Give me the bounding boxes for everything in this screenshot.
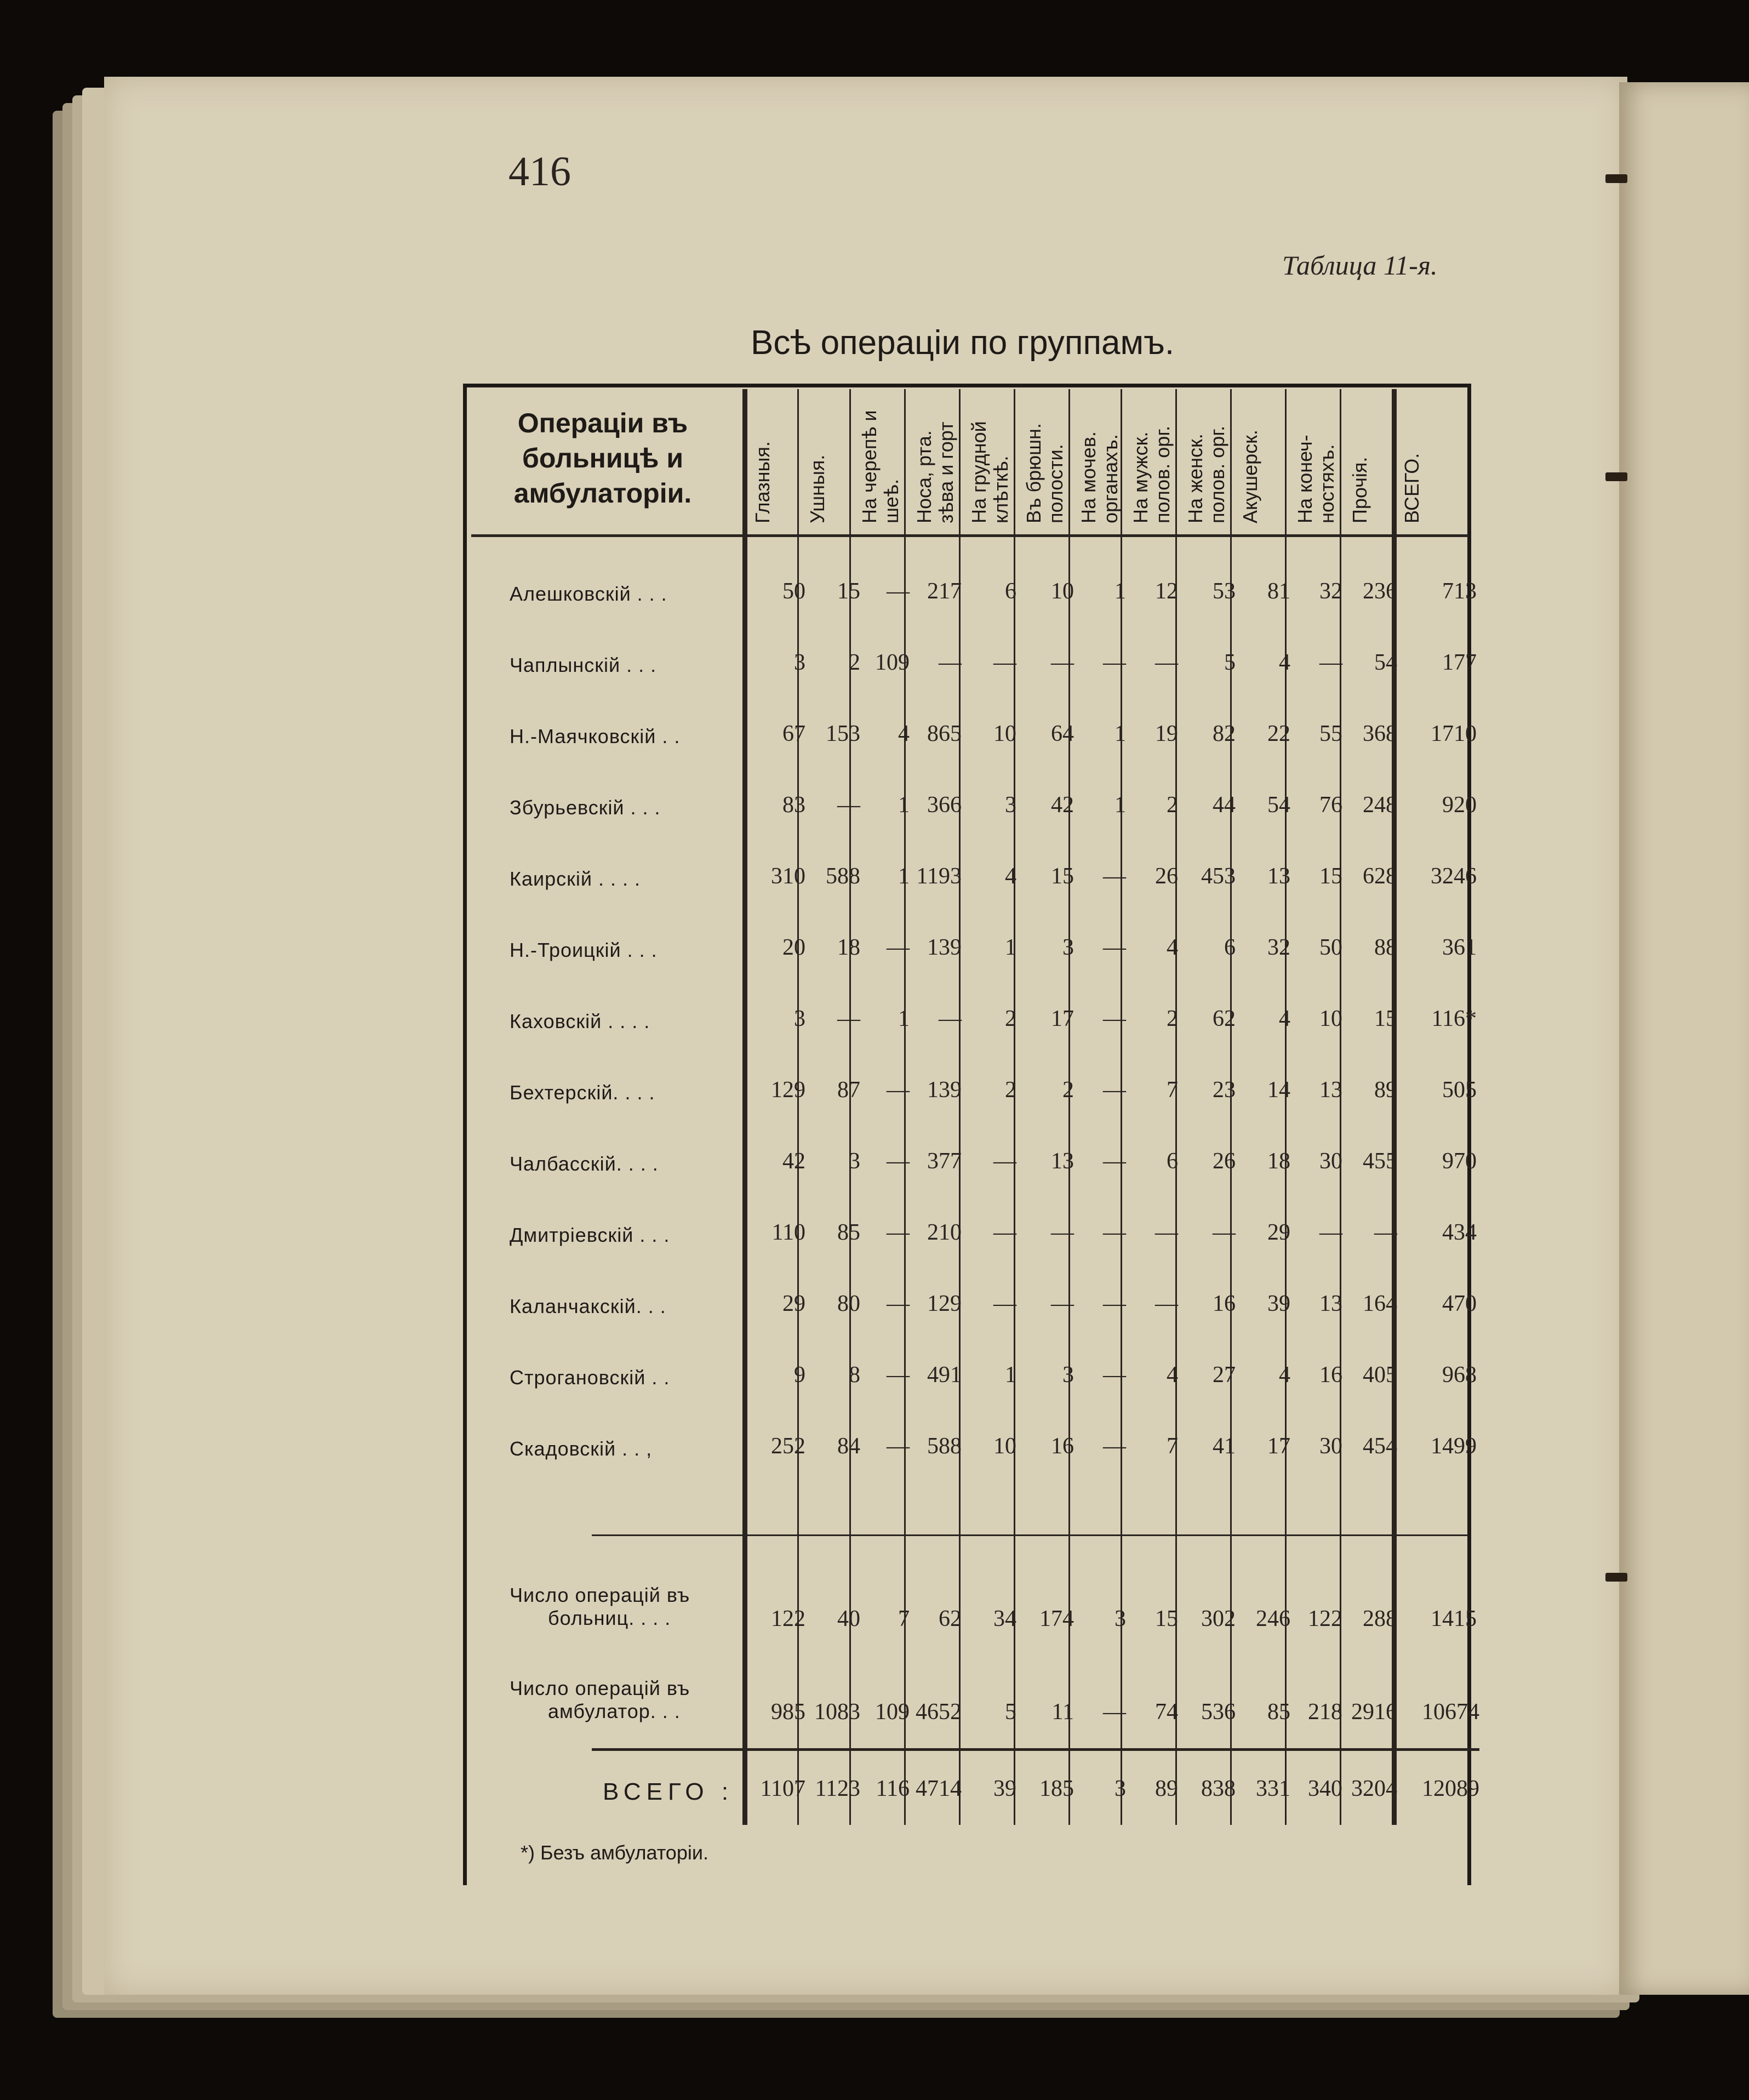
- table-cell: 174: [1039, 1606, 1074, 1631]
- table-cell: —: [1103, 650, 1126, 675]
- row-label: Чалбасскій. . . .: [510, 1152, 659, 1175]
- table-cell: —: [837, 1006, 860, 1031]
- table-cell: 17: [1051, 1006, 1074, 1031]
- table-cell: 13: [1267, 864, 1290, 889]
- table-cell: 110: [771, 1220, 805, 1245]
- table-cell: —: [887, 935, 910, 960]
- table-cell: 16: [1051, 1434, 1074, 1459]
- table-cell: 29: [782, 1291, 805, 1316]
- total-row-label: ВСЕГО :: [603, 1778, 734, 1805]
- table-cell: 2: [1005, 1077, 1016, 1103]
- table-cell: 44: [1213, 792, 1236, 818]
- table-cell: 588: [927, 1434, 962, 1459]
- table-cell: —: [1051, 650, 1074, 675]
- column-header: На женск. полов. орг.: [1184, 425, 1228, 523]
- table-cell: 32: [1319, 579, 1342, 604]
- table-cell: 16: [1213, 1291, 1236, 1316]
- table-cell: 405: [1363, 1362, 1397, 1388]
- table-cell: 4: [898, 721, 910, 746]
- row-rule: [471, 534, 1468, 537]
- table-cell: 6: [1167, 1149, 1178, 1174]
- table-cell: 139: [927, 1077, 962, 1103]
- row-rule: [592, 1534, 1468, 1536]
- column-header: Ушныя.: [806, 454, 828, 523]
- table-cell: 1: [898, 864, 910, 889]
- table-cell: 246: [1256, 1606, 1290, 1631]
- table-cell: 55: [1319, 721, 1342, 746]
- table-cell: 53: [1213, 579, 1236, 604]
- table-cell: 26: [1155, 864, 1178, 889]
- table-cell: 40: [837, 1606, 860, 1631]
- total-cell: 185: [1039, 1776, 1074, 1801]
- row-label: Каирскій . . . .: [510, 868, 641, 890]
- column-header: На черепѣ и шеѣ.: [858, 410, 902, 523]
- table-cell: 42: [782, 1149, 805, 1174]
- table-cell: 1: [898, 1006, 910, 1031]
- table-cell: 18: [837, 935, 860, 960]
- page-number: 416: [508, 149, 571, 195]
- table-cell: —: [1103, 864, 1126, 889]
- facing-page-edge: [1619, 82, 1749, 1995]
- table-cell: 865: [927, 721, 962, 746]
- total-cell: 3204: [1351, 1776, 1397, 1801]
- row-label: Збурьевскій . . .: [510, 796, 661, 819]
- table-cell: —: [939, 650, 962, 675]
- row-label: Чаплынскій . . .: [510, 654, 657, 676]
- table-cell: 54: [1267, 792, 1290, 818]
- row-label: Каховскій . . . .: [510, 1010, 650, 1032]
- table-cell: 7: [1167, 1077, 1178, 1103]
- row-header-title: Операціи въ больницѣ и амбулаторіи.: [513, 408, 692, 509]
- table-cell: 968: [1442, 1362, 1477, 1388]
- table-cell: —: [1051, 1220, 1074, 1245]
- table-cell: 30: [1319, 1434, 1342, 1459]
- table-cell: 1415: [1431, 1606, 1477, 1631]
- column-header: Носа, ртa. зѣва и горт: [913, 421, 957, 523]
- table-cell: 26: [1213, 1149, 1236, 1174]
- table-cell: 17: [1267, 1434, 1290, 1459]
- table-cell: 42: [1051, 792, 1074, 818]
- table-cell: 4: [1167, 935, 1178, 960]
- column-header: На мочев. органахъ.: [1077, 431, 1122, 523]
- table-right-border: [1467, 384, 1471, 1885]
- table-cell: 3246: [1431, 864, 1477, 889]
- table-cell: 4: [1279, 1006, 1290, 1031]
- row-label: Бехтерскій. . . .: [510, 1081, 655, 1104]
- table-cell: 64: [1051, 721, 1074, 746]
- summary-row-label: Число операцій въ: [510, 1584, 690, 1606]
- table-cell: —: [1103, 1220, 1126, 1245]
- table-cell: 83: [782, 792, 805, 818]
- total-cell: 331: [1256, 1776, 1290, 1801]
- table-cell: 1083: [814, 1699, 860, 1725]
- total-cell: 4714: [916, 1776, 962, 1801]
- table-cell: —: [1103, 1699, 1126, 1725]
- table-cell: 27: [1213, 1362, 1236, 1388]
- table-cell: 11: [1051, 1699, 1074, 1725]
- table-cell: —: [1103, 1362, 1126, 1388]
- table-cell: 491: [927, 1362, 962, 1388]
- table-cell: 10: [1051, 579, 1074, 604]
- column-header: Прочія.: [1348, 456, 1371, 523]
- table-cell: 4: [1167, 1362, 1178, 1388]
- summary-row-label: больниц. . . .: [548, 1607, 671, 1629]
- table-cell: 85: [1267, 1699, 1290, 1725]
- table-cell: 970: [1442, 1149, 1477, 1174]
- table-cell: 23: [1213, 1077, 1236, 1103]
- table-cell: 88: [1374, 935, 1397, 960]
- table-cell: —: [993, 650, 1016, 675]
- table-cell: 2: [1005, 1006, 1016, 1031]
- table-cell: 218: [1308, 1699, 1342, 1725]
- table-cell: 6: [1005, 579, 1016, 604]
- table-cell: 536: [1201, 1699, 1236, 1725]
- table-cell: 4: [1279, 1362, 1290, 1388]
- table-cell: 1: [1114, 579, 1126, 604]
- table-cell: 210: [927, 1220, 962, 1245]
- table-cell: 15: [1051, 864, 1074, 889]
- table-cell: —: [887, 1291, 910, 1316]
- table-cell: 1: [1114, 792, 1126, 818]
- table-cell: 22: [1267, 721, 1290, 746]
- column-header: Въ брюшн. полости.: [1022, 423, 1067, 523]
- table-cell: 10674: [1422, 1699, 1479, 1725]
- table-cell: 74: [1155, 1699, 1178, 1725]
- table-cell: —: [1103, 1434, 1126, 1459]
- table-cell: 2: [1167, 792, 1178, 818]
- table-cell: 76: [1319, 792, 1342, 818]
- table-cell: —: [1103, 1291, 1126, 1316]
- table-cell: 87: [837, 1077, 860, 1103]
- table-cell: —: [1103, 935, 1126, 960]
- table-cell: 15: [1374, 1006, 1397, 1031]
- table-cell: 310: [771, 864, 805, 889]
- table-cell: 302: [1201, 1606, 1236, 1631]
- table-cell: 4: [1005, 864, 1016, 889]
- column-header: На конеч- ностяхъ.: [1294, 435, 1338, 523]
- table-cell: 1: [1005, 1362, 1016, 1388]
- table-cell: 985: [771, 1699, 805, 1725]
- table-cell: 50: [1319, 935, 1342, 960]
- table-cell: 81: [1267, 579, 1290, 604]
- table-cell: 14: [1267, 1077, 1290, 1103]
- table-cell: 18: [1267, 1149, 1290, 1174]
- table-cell: 139: [927, 935, 962, 960]
- table-cell: 62: [1213, 1006, 1236, 1031]
- row-label: Н.-Троицкій . . .: [510, 939, 658, 961]
- row-rule: [592, 1748, 1479, 1751]
- table-cell: —: [1103, 1149, 1126, 1174]
- column-header: Глазныя.: [751, 441, 774, 523]
- column-header: ВСЕГО.: [1401, 453, 1423, 523]
- table-cell: —: [1374, 1220, 1397, 1245]
- total-cell: 1123: [815, 1776, 860, 1801]
- table-cell: 2916: [1351, 1699, 1397, 1725]
- table-cell: —: [1319, 650, 1342, 675]
- table-cell: 67: [782, 721, 805, 746]
- total-cell: 89: [1155, 1776, 1178, 1801]
- table-cell: —: [993, 1149, 1016, 1174]
- table-cell: 34: [993, 1606, 1016, 1631]
- table-cell: —: [837, 792, 860, 818]
- column-header: На грудной клѣткѣ.: [968, 421, 1012, 523]
- table-cell: —: [887, 1434, 910, 1459]
- table-cell: 32: [1267, 935, 1290, 960]
- table-cell: 377: [927, 1149, 962, 1174]
- table-cell: 1: [1005, 935, 1016, 960]
- row-label: Скадовскій . . ,: [510, 1437, 653, 1460]
- table-cell: 10: [993, 721, 1016, 746]
- row-label: Алешковскій . . .: [510, 583, 667, 605]
- table-cell: 7: [898, 1606, 910, 1631]
- table-cell: 122: [1308, 1606, 1342, 1631]
- table-cell: 361: [1442, 935, 1477, 960]
- table-cell: 15: [837, 579, 860, 604]
- table-cell: 1: [1114, 721, 1126, 746]
- summary-row-label: амбулатор. . .: [548, 1700, 681, 1722]
- table-cell: 288: [1363, 1606, 1397, 1631]
- table-cell: 129: [771, 1077, 805, 1103]
- table-cell: 252: [771, 1434, 805, 1459]
- table-cell: —: [993, 1220, 1016, 1245]
- row-label: Строгановскій . .: [510, 1366, 670, 1389]
- table-cell: 16: [1319, 1362, 1342, 1388]
- table-cell: 3: [1005, 792, 1016, 818]
- table-cell: 920: [1442, 792, 1477, 818]
- table-cell: 85: [837, 1220, 860, 1245]
- table-cell: 217: [927, 579, 962, 604]
- binding-clip: [1605, 174, 1627, 183]
- table-cell: —: [1103, 1077, 1126, 1103]
- table-cell: 454: [1363, 1434, 1397, 1459]
- table-cell: 3: [794, 650, 805, 675]
- table-cell: 713: [1442, 579, 1477, 604]
- column-header: Акушерск.: [1239, 430, 1261, 523]
- total-cell: 1107: [760, 1776, 805, 1801]
- table-cell: 368: [1363, 721, 1397, 746]
- total-cell: 3: [1114, 1776, 1126, 1801]
- table-cell: 13: [1319, 1291, 1342, 1316]
- table-cell: 13: [1051, 1149, 1074, 1174]
- table-cell: 505: [1442, 1077, 1477, 1103]
- table-cell: —: [1319, 1220, 1342, 1245]
- table-cell: 4: [1279, 650, 1290, 675]
- table-cell: 15: [1155, 1606, 1178, 1631]
- table-cell: —: [887, 1220, 910, 1245]
- table-cell: —: [939, 1006, 962, 1031]
- table-cell: 6: [1224, 935, 1236, 960]
- total-cell: 39: [993, 1776, 1016, 1801]
- total-cell: 838: [1201, 1776, 1236, 1801]
- table-cell: 89: [1374, 1077, 1397, 1103]
- table-cell: 10: [1319, 1006, 1342, 1031]
- table-cell: 5: [1005, 1699, 1016, 1725]
- table-cell: 82: [1213, 721, 1236, 746]
- table-cell: 3: [1114, 1606, 1126, 1631]
- table-cell: —: [887, 1362, 910, 1388]
- table-cell: 50: [782, 579, 805, 604]
- table-cell: —: [1155, 1291, 1178, 1316]
- table-cell: 470: [1442, 1291, 1477, 1316]
- row-label: Н.-Маячковскій . .: [510, 725, 681, 747]
- table-left-border: [463, 384, 467, 1885]
- table-cell: 248: [1363, 792, 1397, 818]
- table-cell: 1193: [916, 864, 962, 889]
- total-cell: 12089: [1422, 1776, 1479, 1801]
- summary-row-label: Число операцій въ: [510, 1677, 690, 1699]
- table-cell: 129: [927, 1291, 962, 1316]
- table-cell: 2: [1062, 1077, 1074, 1103]
- table-cell: 3: [1062, 935, 1074, 960]
- table-cell: 109: [875, 1699, 910, 1725]
- table-cell: 62: [939, 1606, 962, 1631]
- table-caption: Таблица 11-я.: [1282, 250, 1438, 281]
- table-cell: —: [1155, 650, 1178, 675]
- table-cell: 164: [1363, 1291, 1397, 1316]
- table-cell: 1: [898, 792, 910, 818]
- table-cell: 366: [927, 792, 962, 818]
- binding-clip: [1605, 472, 1627, 481]
- table-cell: 4652: [916, 1699, 962, 1725]
- table-cell: 455: [1363, 1149, 1397, 1174]
- row-label: Каланчакскій. . .: [510, 1295, 666, 1317]
- table-cell: 122: [771, 1606, 805, 1631]
- table-cell: 5: [1224, 650, 1236, 675]
- table-cell: 20: [782, 935, 805, 960]
- table-cell: 19: [1155, 721, 1178, 746]
- table-cell: 29: [1267, 1220, 1290, 1245]
- table-cell: —: [887, 579, 910, 604]
- table-cell: 12: [1155, 579, 1178, 604]
- table-cell: 41: [1213, 1434, 1236, 1459]
- table-title: Всѣ операціи по группамъ.: [751, 324, 1175, 362]
- column-header: На мужск. полов. орг.: [1129, 425, 1174, 523]
- table-cell: 3: [794, 1006, 805, 1031]
- table-cell: 588: [826, 864, 860, 889]
- table-cell: 2: [849, 650, 860, 675]
- table-cell: 80: [837, 1291, 860, 1316]
- table-cell: 10: [993, 1434, 1016, 1459]
- table-cell: 9: [794, 1362, 805, 1388]
- binding-clip: [1605, 1573, 1627, 1582]
- table-cell: 30: [1319, 1149, 1342, 1174]
- table-cell: 13: [1319, 1077, 1342, 1103]
- table-cell: 7: [1167, 1434, 1178, 1459]
- table-cell: 15: [1319, 864, 1342, 889]
- table-cell: 3: [1062, 1362, 1074, 1388]
- table-cell: 236: [1363, 579, 1397, 604]
- table-cell: 116*: [1431, 1006, 1477, 1031]
- table-cell: —: [993, 1291, 1016, 1316]
- row-label: Дмитріевскій . . .: [510, 1224, 670, 1246]
- table-cell: 1499: [1431, 1434, 1477, 1459]
- table-cell: 39: [1267, 1291, 1290, 1316]
- table-cell: —: [887, 1077, 910, 1103]
- total-cell: 116: [876, 1776, 910, 1801]
- table-cell: 54: [1374, 650, 1397, 675]
- table-cell: 8: [849, 1362, 860, 1388]
- table-cell: 84: [837, 1434, 860, 1459]
- total-cell: 340: [1308, 1776, 1342, 1801]
- table-cell: 1710: [1431, 721, 1477, 746]
- table-cell: 177: [1442, 650, 1477, 675]
- table-cell: 628: [1363, 864, 1397, 889]
- table-cell: —: [1051, 1291, 1074, 1316]
- table-cell: 434: [1442, 1220, 1477, 1245]
- table-cell: 3: [849, 1149, 860, 1174]
- table-cell: —: [1213, 1220, 1236, 1245]
- table-cell: —: [887, 1149, 910, 1174]
- table-top-border: [463, 384, 1471, 387]
- footnote: *) Безъ амбулаторіи.: [521, 1841, 708, 1864]
- table-cell: —: [1103, 1006, 1126, 1031]
- table-cell: 109: [875, 650, 910, 675]
- table-cell: 153: [826, 721, 860, 746]
- table-cell: 453: [1201, 864, 1236, 889]
- table-cell: 2: [1167, 1006, 1178, 1031]
- table-cell: —: [1155, 1220, 1178, 1245]
